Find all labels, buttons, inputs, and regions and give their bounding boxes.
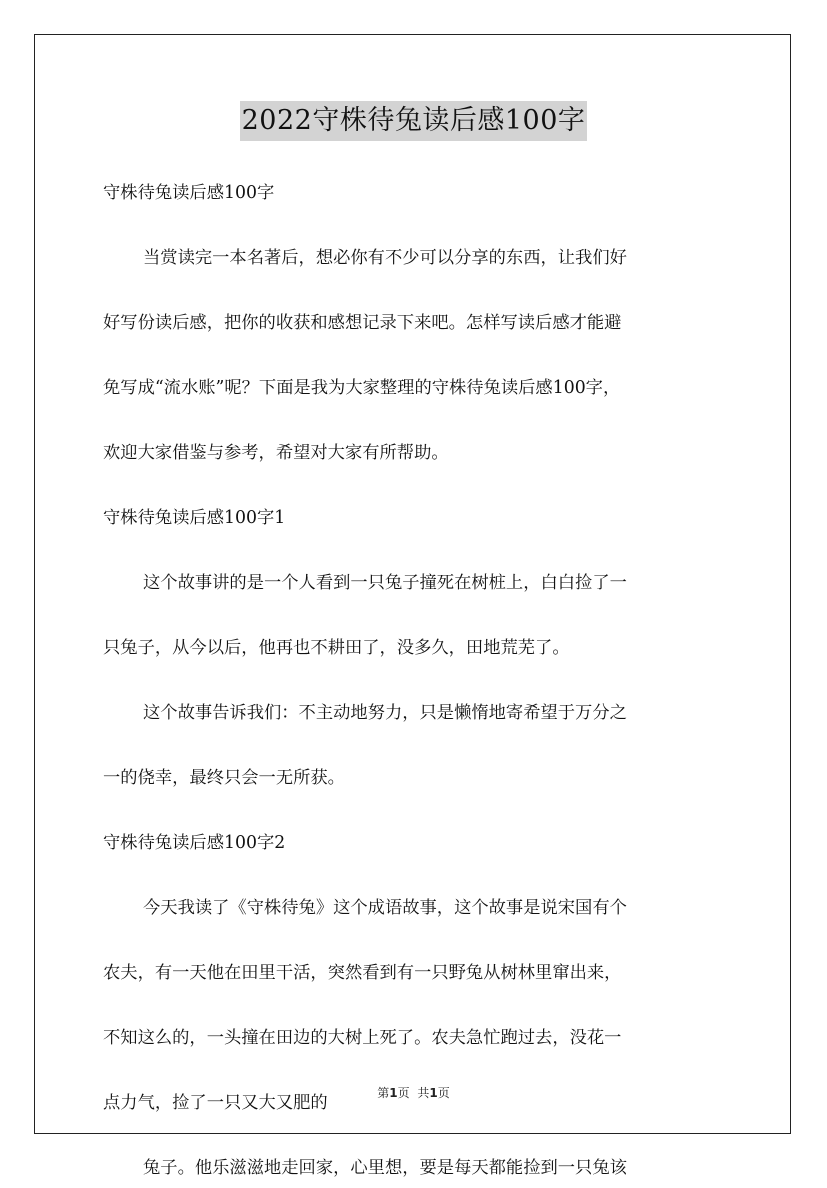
document-title: 2022守株待兔读后感100字 — [240, 101, 588, 141]
paragraph-line: 不知这么的，一头撞在田边的大树上死了。农夫急忙跑过去，没花一 — [103, 1028, 622, 1048]
document-body — [103, 173, 735, 1188]
section-heading: 守株待兔读后感100字 — [103, 183, 275, 203]
paragraph-line: 这个故事讲的是一个人看到一只兔子撞死在树桩上，白白捡了一 — [143, 573, 627, 593]
page-label-prefix: 第 — [377, 1086, 390, 1100]
page-footer — [0, 1084, 827, 1101]
paragraph-line: 今天我读了《守株待兔》这个成语故事，这个故事是说宋国有个 — [143, 898, 627, 918]
total-label-suffix: 页 — [437, 1086, 450, 1100]
paragraph-line: 一的侥幸，最终只会一无所获。 — [103, 768, 345, 788]
total-pages: 1 — [429, 1086, 438, 1100]
section-heading: 守株待兔读后感100字2 — [103, 833, 286, 853]
paragraph-line: 好写份读后感，把你的收获和感想记录下来吧。怎样写读后感才能避 — [103, 313, 622, 333]
paragraph-line: 这个故事告诉我们：不主动地努力，只是懒惰地寄希望于万分之 — [143, 703, 627, 723]
paragraph-line: 兔子。他乐滋滋地走回家，心里想，要是每天都能捡到一只兔该 — [143, 1158, 627, 1178]
total-label-prefix: 共 — [417, 1086, 430, 1100]
page-number: 1 — [389, 1086, 398, 1100]
section-heading: 守株待兔读后感100字1 — [103, 508, 286, 528]
paragraph-line: 当赏读完一本名著后，想必你有不少可以分享的东西，让我们好 — [143, 248, 627, 268]
paragraph-line: 只兔子，从今以后，他再也不耕田了，没多久，田地荒芜了。 — [103, 638, 570, 658]
title-container — [0, 101, 827, 141]
paragraph-line: 农夫，有一天他在田里干活，突然看到有一只野兔从树林里窜出来， — [103, 963, 622, 983]
paragraph-line: 点力气，捡了一只又大又肥的 — [103, 1093, 328, 1113]
paragraph-line: 欢迎大家借鉴与参考，希望对大家有所帮助。 — [103, 443, 449, 463]
paragraph-line: 免写成“流水账”呢？下面是我为大家整理的守株待兔读后感100字， — [103, 378, 621, 398]
page-label-suffix: 页 — [397, 1086, 410, 1100]
